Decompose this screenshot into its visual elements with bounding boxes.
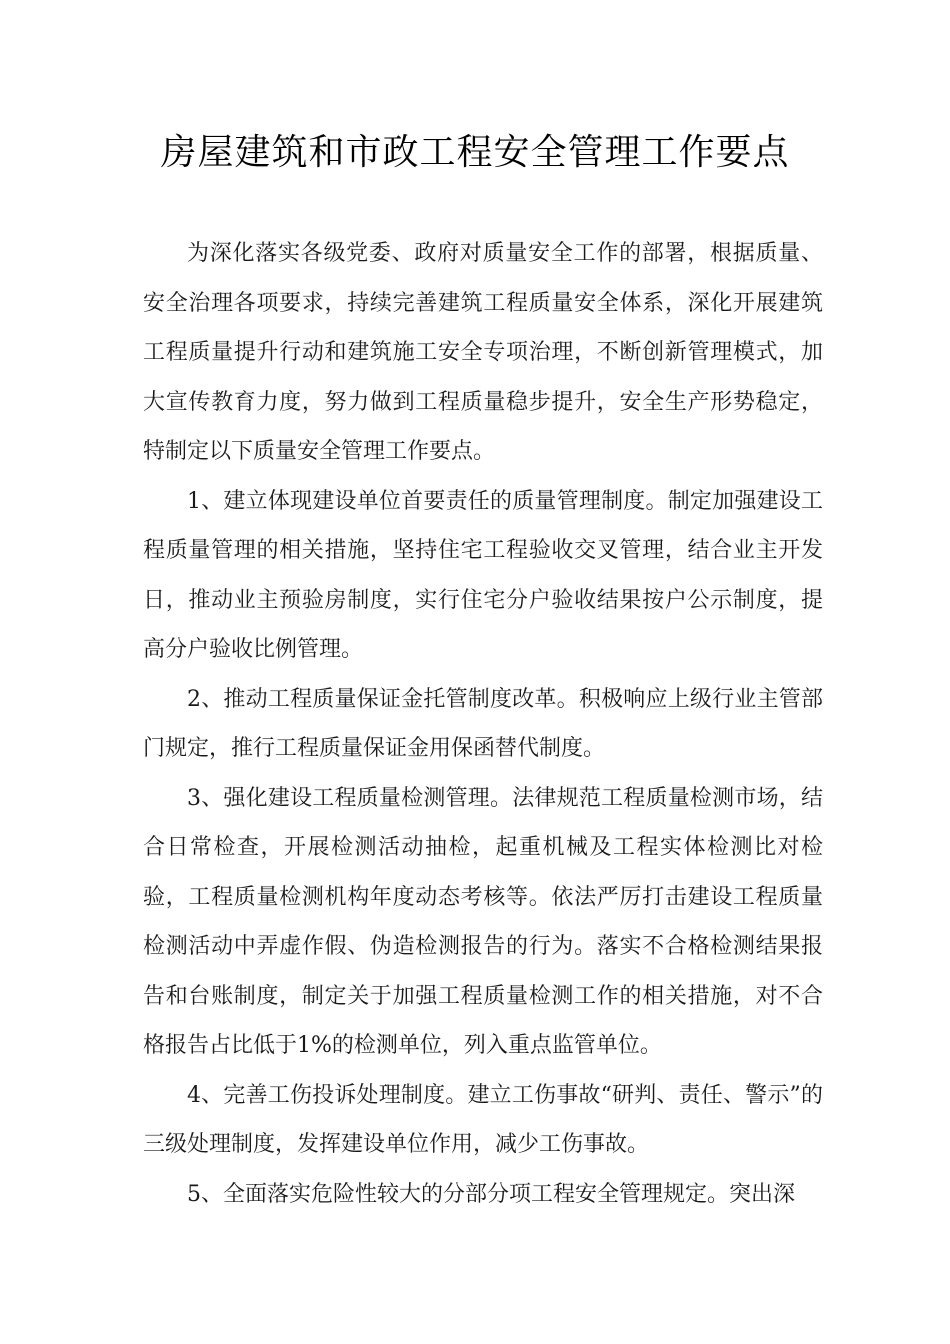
document-body bbox=[143, 229, 823, 1219]
paragraph-intro: 为深化落实各级党委、政府对质量安全工作的部署，根据质量、安全治理各项要求，持续完善建筑工程质量安全体系，深化开展建筑工程质量提升行动和建筑施工安全专项治理，不断创新管理模式，加大宣传教育力度，努力做到工程质量稳步提升，安全生产形势稳定，特制定以下质量安全管理工作要点。 bbox=[143, 241, 823, 464]
paragraph-item-5: 5、全面落实危险性较大的分部分项工程安全管理规定。突出深 bbox=[187, 1181, 795, 1207]
paragraph-item-4: 4、完善工伤投诉处理制度。建立工伤事故“研判、责任、警示”的三级处理制度，发挥建设单位作用，减少工伤事故。 bbox=[143, 1082, 823, 1157]
paragraph-item-1: 1、建立体现建设单位首要责任的质量管理制度。制定加强建设工程质量管理的相关措施，坚持住宅工程验收交叉管理，结合业主开发日，推动业主预验房制度，实行住宅分户验收结果按户公示制度，提高分户验收比例管理。 bbox=[143, 488, 823, 662]
document-title: 房屋建筑和市政工程安全管理工作要点 bbox=[160, 132, 790, 173]
paragraph-item-2: 2、推动工程质量保证金托管制度改革。积极响应上级行业主管部门规定，推行工程质量保证金用保函替代制度。 bbox=[143, 686, 823, 761]
paragraph-item-3: 3、强化建设工程质量检测管理。法律规范工程质量检测市场，结合日常检查，开展检测活动抽检，起重机械及工程实体检测比对检验，工程质量检测机构年度动态考核等。依法严厉打击建设工程质量检测活动中弄虚作假、伪造检测报告的行为。落实不合格检测结果报告和台账制度，制定关于加强工程质量检测工作的相关措施，对不合格报告占比低于1%的检测单位，列入重点监管单位。 bbox=[143, 785, 823, 1058]
